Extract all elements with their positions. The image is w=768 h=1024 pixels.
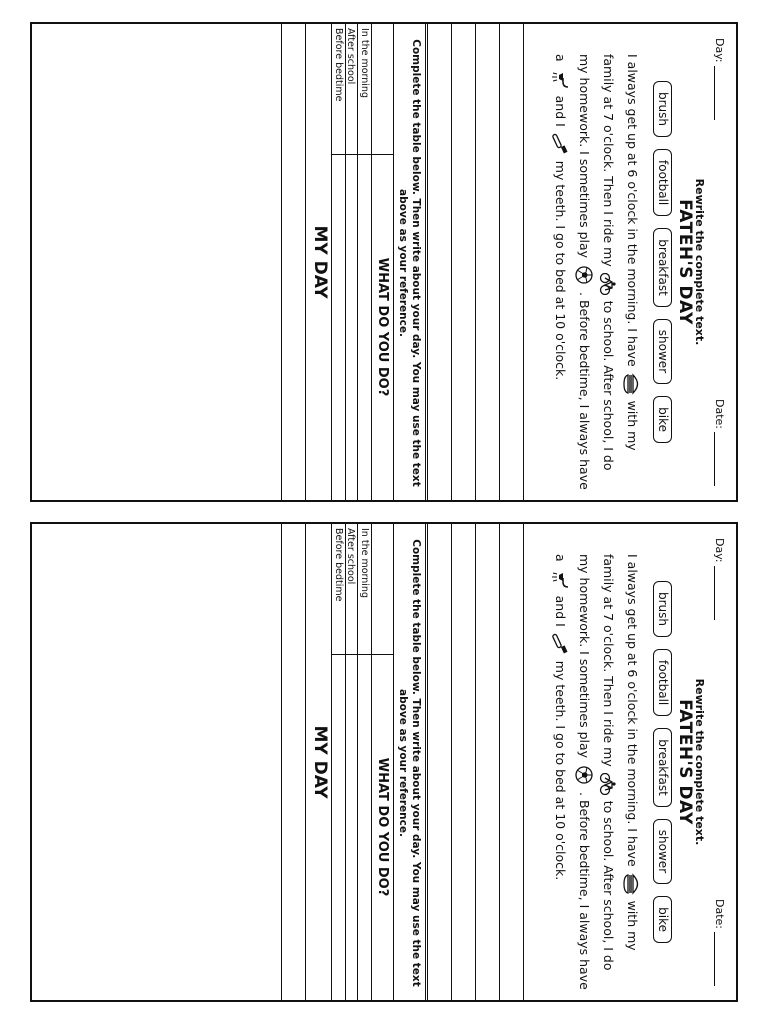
bike-icon <box>599 273 617 295</box>
word-bank <box>653 24 672 500</box>
table-row-label: After school <box>345 28 356 85</box>
burger-icon <box>623 373 641 395</box>
passage-text <box>548 554 644 992</box>
passage-sentence: and I <box>553 95 568 127</box>
word-bank-item: breakfast <box>653 228 672 307</box>
daily-routine-table <box>333 524 426 1000</box>
date-label: Date: <box>713 899 726 929</box>
shower-icon <box>551 68 569 90</box>
table-row-label: After school <box>345 528 356 585</box>
word-bank-item: brush <box>653 581 672 637</box>
passage-sentence: I always get up at 6 o'clock in the morning. I have <box>625 554 640 867</box>
day-label: Day: <box>713 538 726 563</box>
burger-icon <box>623 873 641 895</box>
worksheet-2 <box>30 522 738 1002</box>
writing-title: MY DAY <box>310 225 330 299</box>
day-field[interactable] <box>713 38 726 120</box>
table-row-label: In the morning <box>359 28 370 98</box>
passage-sentence: and I <box>553 595 568 627</box>
writing-lines[interactable] <box>266 524 306 1000</box>
bike-icon <box>599 773 617 795</box>
rewrite-instruction: Rewrite the complete text. <box>693 178 706 346</box>
passage-sentence: my teeth. I go to bed at 10 o'clock. <box>553 660 568 881</box>
table-column-header: WHAT DO YOU DO? <box>375 757 390 897</box>
passage-sentence: I always get up at 6 o'clock in the morning. I have <box>625 54 640 367</box>
day-label: Day: <box>713 38 726 63</box>
passage-sentence: . Before bedtime, I always have a <box>553 54 592 490</box>
worksheet-header <box>710 538 726 986</box>
date-field[interactable] <box>713 899 726 986</box>
worksheet-1 <box>30 22 738 502</box>
table-row-label: In the morning <box>359 528 370 598</box>
word-bank-item: football <box>653 149 672 216</box>
word-bank-item: brush <box>653 81 672 137</box>
passage-sentence: my teeth. I go to bed at 10 o'clock. <box>553 160 568 381</box>
worksheet-title: FATEH'S DAY <box>675 699 695 825</box>
table-row-label: Before bedtime <box>333 28 344 102</box>
day-field[interactable] <box>713 538 726 620</box>
word-bank-item: bike <box>653 896 672 943</box>
passage-sentence: to school. After school, I do my homework. I sometimes play <box>577 54 616 471</box>
shower-icon <box>551 568 569 590</box>
worksheet-header <box>710 38 726 486</box>
table-row-label: Before bedtime <box>333 528 344 602</box>
date-field[interactable] <box>713 399 726 486</box>
writing-lines[interactable] <box>266 24 306 500</box>
toothbrush-icon <box>551 133 569 155</box>
passage-sentence: . Before bedtime, I always have a <box>553 554 592 990</box>
word-bank-item: football <box>653 649 672 716</box>
word-bank <box>653 524 672 1000</box>
football-icon <box>575 764 593 786</box>
word-bank-item: breakfast <box>653 728 672 807</box>
passage-sentence: to school. After school, I do my homework. I sometimes play <box>577 554 616 971</box>
date-label: Date: <box>713 399 726 429</box>
football-icon <box>575 264 593 286</box>
daily-routine-table <box>333 24 426 500</box>
worksheet-title: FATEH'S DAY <box>675 199 695 325</box>
word-bank-item: shower <box>653 319 672 384</box>
passage-sentence: with my family at 7 o'clock. Then I ride my <box>601 554 640 951</box>
passage-sentence: with my family at 7 o'clock. Then I ride my <box>601 54 640 451</box>
writing-title: MY DAY <box>310 725 330 799</box>
rewrite-instruction: Rewrite the complete text. <box>693 678 706 846</box>
passage-text <box>548 54 644 492</box>
table-instruction: Complete the table below. Then write about your day. You may use the text above as your reference. <box>397 39 422 487</box>
word-bank-item: bike <box>653 396 672 443</box>
table-instruction: Complete the table below. Then write about your day. You may use the text above as your reference. <box>397 539 422 987</box>
table-column-header: WHAT DO YOU DO? <box>375 257 390 397</box>
word-bank-item: shower <box>653 819 672 884</box>
toothbrush-icon <box>551 633 569 655</box>
